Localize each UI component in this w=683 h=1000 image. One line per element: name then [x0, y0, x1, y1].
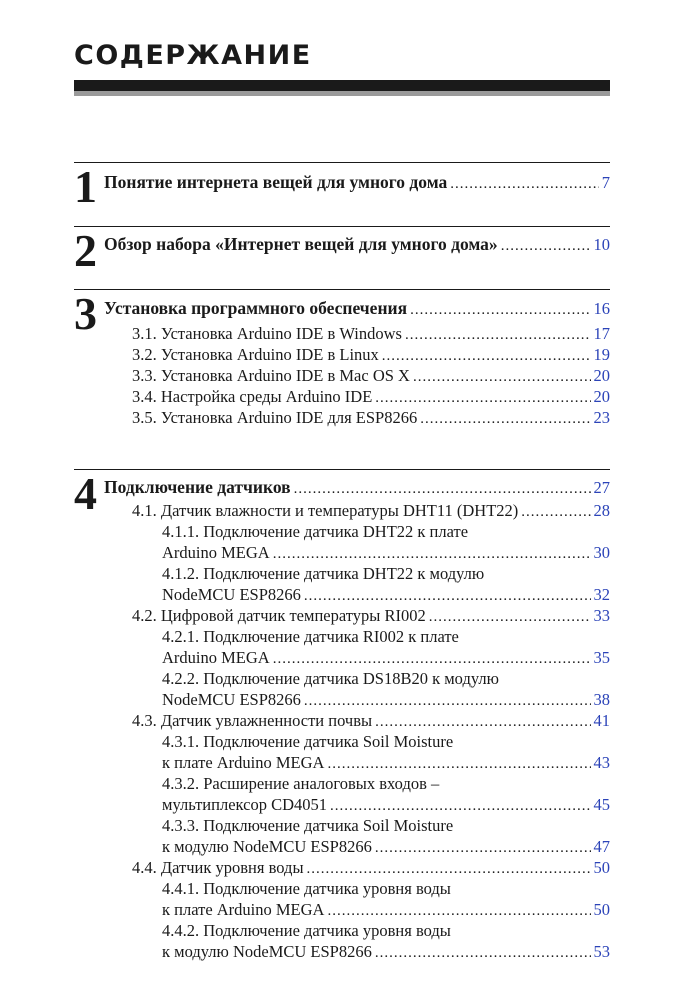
- chapter-1: [74, 162, 610, 222]
- toc-entry-4-4[interactable]: [132, 857, 610, 880]
- chapter-title: Понятие интернета вещей для умного дома: [104, 172, 448, 192]
- chapter-number: 3: [74, 288, 97, 339]
- toc-entry-4-2-1[interactable]: [162, 647, 610, 670]
- toc-entry-4-1[interactable]: [132, 500, 610, 523]
- page-number[interactable]: 38: [593, 690, 610, 709]
- section-title: 3.5. Установка Arduino IDE для ESP8266: [132, 408, 418, 427]
- page-number[interactable]: 45: [593, 795, 610, 814]
- dot-leader: [501, 236, 591, 257]
- page-number[interactable]: 20: [593, 366, 610, 385]
- dot-leader: [375, 943, 591, 964]
- chapter-divider: [74, 289, 610, 290]
- subsection-title: к модулю NodeMCU ESP8266: [162, 942, 372, 961]
- toc-entry-4-1-1[interactable]: [162, 542, 610, 565]
- toc-entry-4-2[interactable]: [132, 605, 610, 628]
- subsection-title: Arduino MEGA: [162, 648, 270, 667]
- dot-leader: [413, 367, 591, 388]
- dot-leader: [330, 796, 591, 817]
- subsection-title-line-1: 4.3.1. Подключение датчика Soil Moisture: [162, 732, 454, 751]
- dot-leader: [405, 325, 591, 346]
- page-number[interactable]: 43: [593, 753, 610, 772]
- chapter-title: Обзор набора «Интернет вещей для умного дома»: [104, 234, 498, 254]
- dot-leader: [375, 712, 590, 733]
- chapter-number: 2: [74, 225, 97, 276]
- page-number[interactable]: 33: [593, 606, 610, 625]
- dot-leader: [304, 691, 591, 712]
- page-number[interactable]: 47: [593, 837, 610, 856]
- subsection-title-line-1: 4.3.3. Подключение датчика Soil Moisture: [162, 816, 454, 835]
- page-number[interactable]: 16: [593, 299, 610, 318]
- chapter-number: 1: [74, 161, 97, 212]
- page-number[interactable]: 50: [593, 900, 610, 919]
- page-number[interactable]: 7: [601, 173, 610, 192]
- toc-entry-4-3[interactable]: [132, 710, 610, 733]
- subsection-title-line-1: 4.3.2. Расширение аналоговых входов –: [162, 774, 440, 793]
- toc-entry-4-4-1[interactable]: [162, 899, 610, 922]
- page-number[interactable]: 20: [593, 387, 610, 406]
- dot-leader: [429, 607, 591, 628]
- toc-entry-3-4[interactable]: [132, 386, 610, 409]
- title-rule: [74, 80, 610, 91]
- toc-entry-3-2[interactable]: [132, 344, 610, 367]
- dot-leader: [273, 544, 591, 565]
- dot-leader: [375, 838, 591, 859]
- page-number[interactable]: 53: [593, 942, 610, 961]
- dot-leader: [327, 901, 590, 922]
- section-title: 3.1. Установка Arduino IDE в Windows: [132, 324, 402, 343]
- dot-leader: [307, 859, 591, 880]
- toc-entry-3-5[interactable]: [132, 407, 610, 430]
- chapter-divider: [74, 469, 610, 470]
- toc-entry-4-3-2[interactable]: [162, 794, 610, 817]
- chapter-divider: [74, 226, 610, 227]
- toc-entry-4-3-1[interactable]: [162, 752, 610, 775]
- page-number[interactable]: 10: [593, 235, 610, 254]
- subsection-title: NodeMCU ESP8266: [162, 690, 301, 709]
- section-title: 4.4. Датчик уровня воды: [132, 858, 304, 877]
- chapter-title: Подключение датчиков: [104, 477, 291, 497]
- page-number[interactable]: 17: [593, 324, 610, 343]
- dot-leader: [327, 754, 590, 775]
- title-rule-shadow: [74, 91, 610, 96]
- toc-entry-3-1[interactable]: [132, 323, 610, 346]
- dot-leader: [420, 409, 590, 430]
- toc-entry-3-3[interactable]: [132, 365, 610, 388]
- page-number[interactable]: 30: [593, 543, 610, 562]
- page-title: СОДЕРЖАНИЕ: [74, 40, 312, 71]
- toc-entry-chapter-3[interactable]: [104, 298, 610, 321]
- subsection-title-line-1: 4.2.2. Подключение датчика DS18B20 к модулю: [162, 669, 499, 688]
- section-title: 4.2. Цифровой датчик температуры RI002: [132, 606, 426, 625]
- dot-leader: [294, 479, 591, 500]
- page-number[interactable]: 50: [593, 858, 610, 877]
- page-number[interactable]: 41: [593, 711, 610, 730]
- toc-entry-chapter-4[interactable]: [104, 477, 610, 500]
- subsection-title-line-1: 4.4.1. Подключение датчика уровня воды: [162, 879, 451, 898]
- subsection-title-line-1: 4.1.1. Подключение датчика DHT22 к плате: [162, 522, 469, 541]
- subsection-title-line-1: 4.1.2. Подключение датчика DHT22 к модулю: [162, 564, 485, 583]
- section-title: 4.3. Датчик увлажненности почвы: [132, 711, 373, 730]
- section-title: 3.3. Установка Arduino IDE в Mac OS X: [132, 366, 410, 385]
- chapter-divider: [74, 162, 610, 163]
- toc-entry-4-4-2[interactable]: [162, 941, 610, 964]
- chapter-4: [74, 469, 610, 969]
- dot-leader: [521, 502, 590, 523]
- page-number[interactable]: 28: [593, 501, 610, 520]
- dot-leader: [410, 300, 590, 321]
- dot-leader: [382, 346, 591, 367]
- subsection-title: мультиплексор CD4051: [162, 795, 327, 814]
- dot-leader: [375, 388, 590, 409]
- toc-entry-4-3-3[interactable]: [162, 836, 610, 859]
- toc-entry-4-2-2[interactable]: [162, 689, 610, 712]
- section-title: 3.4. Настройка среды Arduino IDE: [132, 387, 373, 406]
- subsection-title-line-1: 4.2.1. Подключение датчика RI002 к плате: [162, 627, 459, 646]
- page-number[interactable]: 32: [593, 585, 610, 604]
- toc-entry-chapter-2[interactable]: [104, 234, 610, 257]
- page-number[interactable]: 35: [593, 648, 610, 667]
- toc-entry-4-1-2[interactable]: [162, 584, 610, 607]
- subsection-title: NodeMCU ESP8266: [162, 585, 301, 604]
- section-title: 4.1. Датчик влажности и температуры DHT11 (DHT22): [132, 501, 519, 520]
- chapter-title: Установка программного обеспечения: [104, 298, 408, 318]
- subsection-title: к плате Arduino MEGA: [162, 900, 325, 919]
- page-number[interactable]: 19: [593, 345, 610, 364]
- page-number[interactable]: 27: [593, 478, 610, 497]
- subsection-title: к модулю NodeMCU ESP8266: [162, 837, 372, 856]
- dot-leader: [273, 649, 591, 670]
- chapter-2: [74, 226, 610, 286]
- toc-entry-chapter-1[interactable]: [104, 172, 610, 195]
- subsection-title: к плате Arduino MEGA: [162, 753, 325, 772]
- dot-leader: [304, 586, 591, 607]
- subsection-title-line-1: 4.4.2. Подключение датчика уровня воды: [162, 921, 451, 940]
- chapter-number: 4: [74, 468, 97, 519]
- chapter-3: [74, 289, 610, 439]
- dot-leader: [450, 174, 599, 195]
- section-title: 3.2. Установка Arduino IDE в Linux: [132, 345, 379, 364]
- page-number[interactable]: 23: [593, 408, 610, 427]
- subsection-title: Arduino MEGA: [162, 543, 270, 562]
